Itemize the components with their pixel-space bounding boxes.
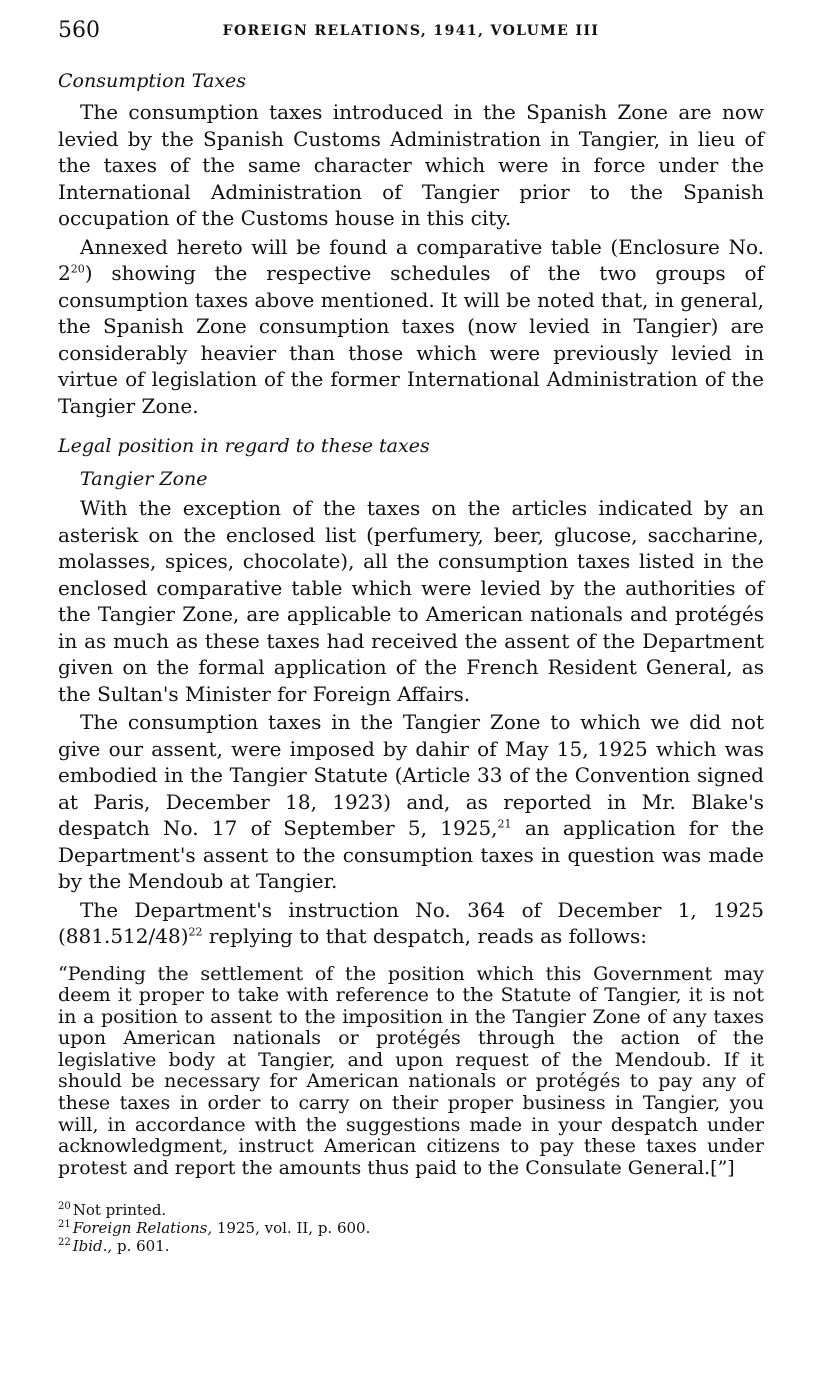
paragraph-2-text-a: Annexed hereto will be found a comparative table (Enclosure No. 2	[58, 234, 764, 285]
footnote-mark: 20	[58, 1201, 71, 1213]
footnote-text: 1925, vol. II, p. 600.	[212, 1219, 371, 1238]
footnote-text: p. 601.	[112, 1237, 170, 1256]
footnote-mark: 21	[58, 1219, 71, 1231]
paragraph-4	[58, 709, 764, 895]
paragraph-5-text-b: replying to that despatch, reads as follows:	[202, 924, 648, 948]
page-header	[58, 18, 764, 48]
document-page	[58, 18, 764, 1255]
paragraph-4-text-a: The consumption taxes in the Tangier Zone to which we did not give our assent, were imposed by dahir of May 15, 1925 which was embodied in the Tangier Statute (Article 33 of the Convention signed at Paris, December 18, 1923) and, as reported in Mr. Blake's despatch No. 17 of September 5, 1925,	[58, 710, 764, 840]
paragraph-2	[58, 234, 764, 420]
paragraph-5	[58, 897, 764, 950]
section-heading-legal-position: Legal position in regard to these taxes	[58, 435, 430, 457]
section-heading-consumption-taxes: Consumption Taxes	[58, 70, 247, 92]
footnote-22	[58, 1237, 764, 1255]
footnote-mark: 22	[58, 1237, 71, 1249]
footnote-21	[58, 1219, 764, 1237]
footnote-italic: Foreign Relations,	[72, 1219, 213, 1238]
footnote-italic: Ibid.,	[72, 1237, 113, 1256]
footnotes	[58, 1201, 764, 1255]
paragraph-2-text-b: ) showing the respective schedules of the two groups of consumption taxes above mentioned. It will be noted that, in general, the Spanish Zone consumption taxes (now levied in Tangier) are considerably heavier than those which were previously levied in virtue of legislation of the former International Administration of the Tangier Zone.	[58, 261, 764, 418]
running-title: FOREIGN RELATIONS, 1941, VOLUME III	[222, 23, 600, 39]
footnote-ref-21: 21	[497, 817, 512, 831]
footnote-text: Not printed.	[72, 1201, 167, 1220]
footnote-ref-22: 22	[188, 925, 203, 939]
footnote-20	[58, 1201, 764, 1219]
paragraph-5-text-a: The Department's instruction No. 364 of December 1, 1925 (881.512/48)	[58, 897, 764, 948]
paragraph-4-text-b: an application for the Department's assent to the consumption taxes in question was made by the Mendoub at Tangier.	[58, 816, 765, 893]
paragraph-3: With the exception of the taxes on the articles indicated by an asterisk on the enclosed list (perfumery, beer, glucose, saccharine, molasses, spices, chocolate), all the consumption taxes listed in the enclosed comparative table which were levied by the authorities of the Tangier Zone, are applicable to American nationals and protégés in as much as these taxes had received the assent of the Department given on the formal application of the French Resident General, as the Sultan's Minister for Foreign Affairs.	[58, 496, 764, 706]
subsection-heading-tangier-zone: Tangier Zone	[80, 468, 208, 490]
paragraph-1: The consumption taxes introduced in the Spanish Zone are now levied by the Spanish Customs Administration in Tangier, in lieu of the taxes of the same character which were in force under the International Administration of Tangier prior to the Spanish occupation of the Customs house in this city.	[58, 100, 764, 230]
quoted-instruction: “Pending the settlement of the position which this Government may deem it proper to take with reference to the Statute of Tangier, it is not in a position to assent to the imposition in the Tangier Zone of any taxes upon American nationals or protégés through the action of the legislative body at Tangier, and upon request of the Mendoub. If it should be necessary for American nationals or protégés to pay any of these taxes in order to carry on their proper business in Tangier, you will, in accordance with the suggestions made in your despatch under acknowledgment, instruct American citizens to pay these taxes under protest and report the amounts thus paid to the Consulate General.[”]	[58, 962, 764, 1179]
page-number: 560	[58, 18, 100, 43]
footnote-ref-20: 20	[70, 262, 85, 276]
